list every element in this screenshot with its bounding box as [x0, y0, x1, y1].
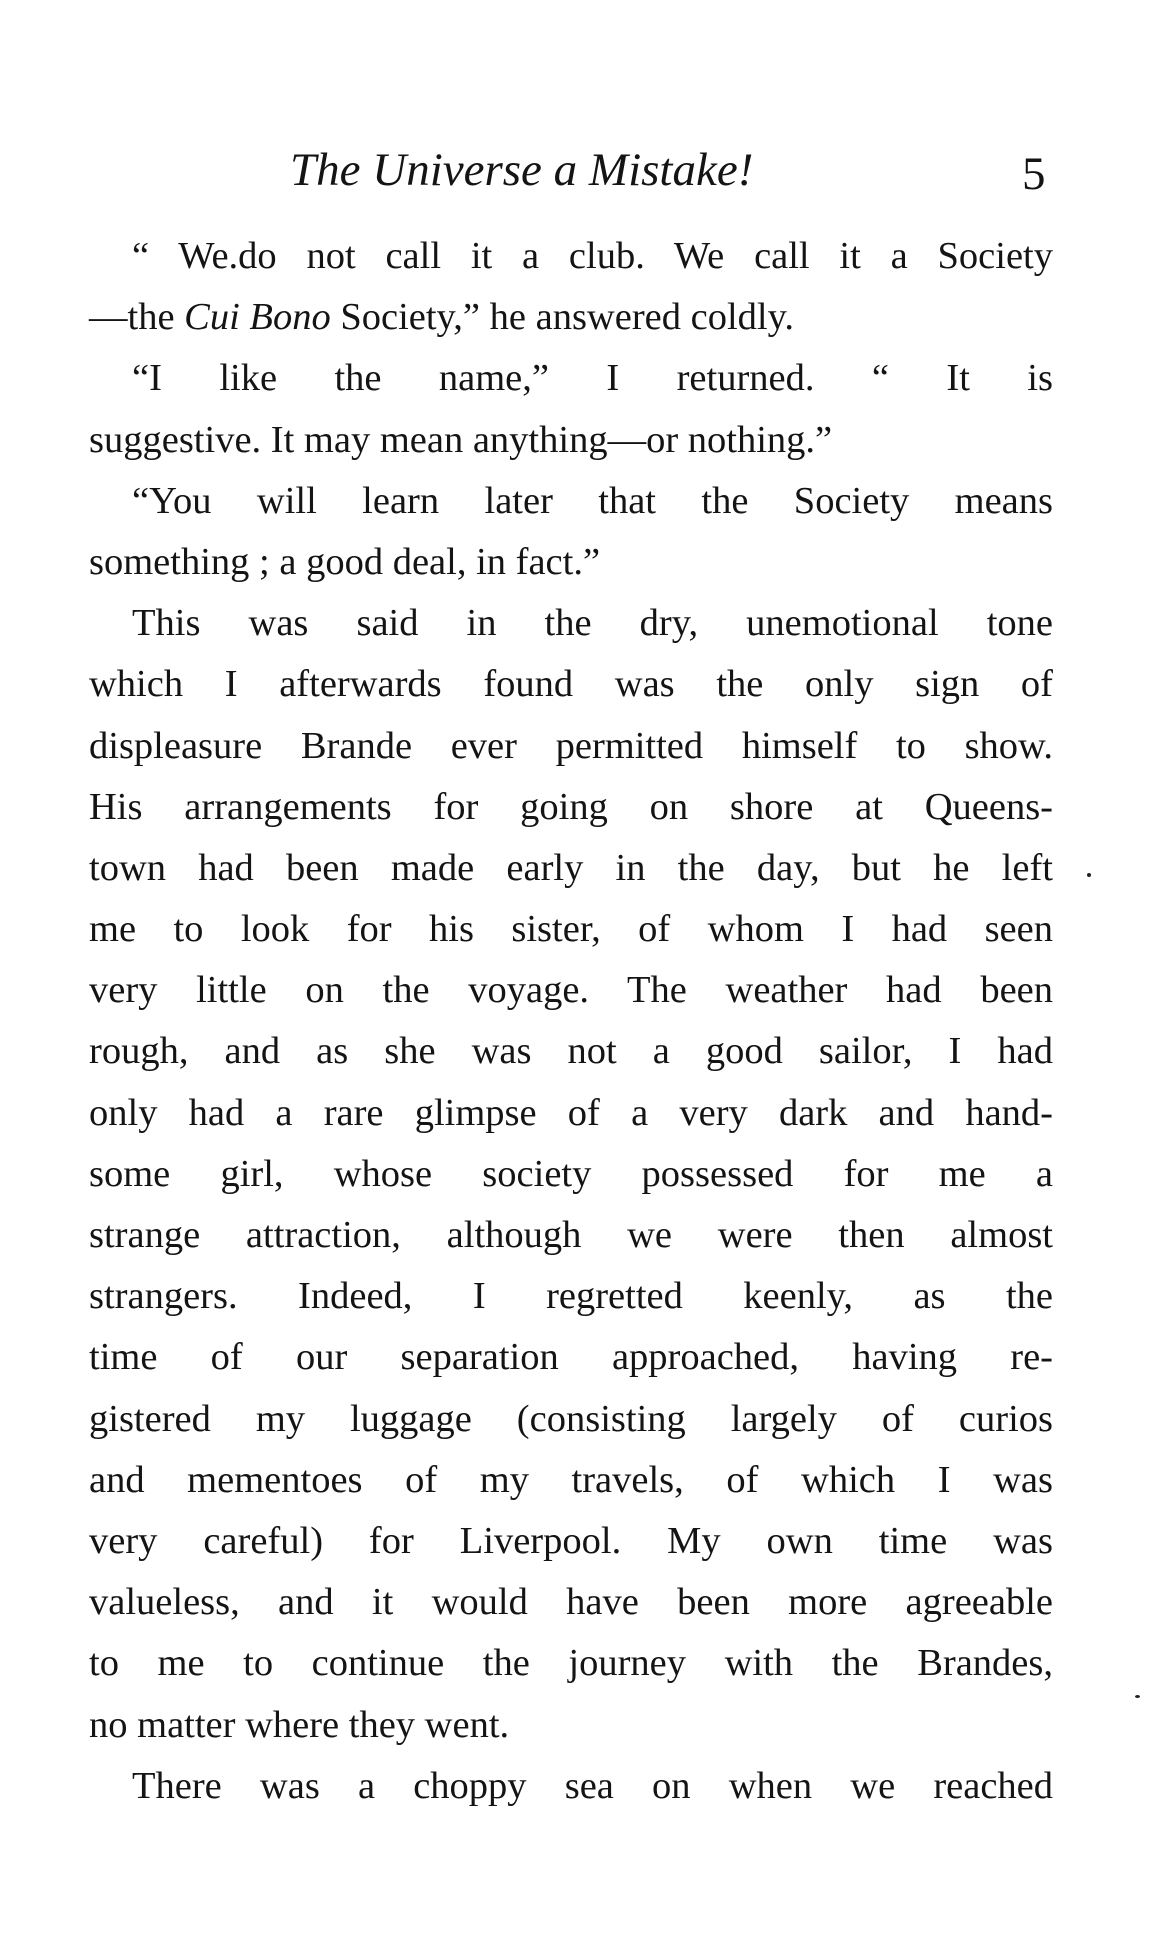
text-line: “You will learn later that the Society means: [132, 479, 1053, 522]
text-line: town had been made early in the day, but he left: [89, 846, 1053, 889]
text-line: displeasure Brande ever permitted himself to show.: [89, 724, 1053, 767]
scan-speck: [1135, 1695, 1140, 1698]
text-line: “ We.do not call it a club. We call it a Society: [132, 235, 1053, 277]
text-line: rough, and as she was not a good sailor, I had: [89, 1030, 1053, 1073]
text-line: There was a choppy sea on when we reached: [132, 1764, 1053, 1807]
scan-speck: [1087, 873, 1091, 877]
text-line: time of our separation approached, having re-: [89, 1336, 1053, 1379]
text-line: no matter where they went.: [89, 1703, 510, 1746]
text-line: only had a rare glimpse of a very dark and hand-: [89, 1091, 1053, 1134]
text-line: strangers. Indeed, I regretted keenly, as the: [89, 1275, 1053, 1318]
italic-society-name: Cui Bono: [184, 296, 331, 339]
text-line: suggestive. It may mean anything—or nothing.”: [89, 418, 833, 461]
text-line: to me to continue the journey with the Brandes,: [89, 1642, 1053, 1685]
text-line: some girl, whose society possessed for me a: [89, 1152, 1053, 1195]
text-line: me to look for his sister, of whom I had seen: [89, 908, 1053, 951]
text-line: His arrangements for going on shore at Queens-: [89, 785, 1053, 828]
text-line: gistered my luggage (consisting largely of curios: [89, 1397, 1053, 1440]
page-number: 5: [1022, 148, 1046, 200]
running-title: The Universe a Mistake!: [290, 144, 754, 196]
text-line: This was said in the dry, unemotional tone: [132, 602, 1053, 645]
text-line: very careful) for Liverpool. My own time was: [89, 1519, 1053, 1562]
text-line: something ; a good deal, in fact.”: [89, 540, 601, 583]
text-line: valueless, and it would have been more agreeable: [89, 1581, 1053, 1624]
text-line: —the Cui Bono Society,” he answered coldly.: [89, 296, 794, 339]
text-line: very little on the voyage. The weather had been: [89, 969, 1053, 1012]
text-line: strange attraction, although we were then almost: [89, 1214, 1053, 1256]
text-line: which I afterwards found was the only sign of: [89, 663, 1053, 706]
page-header: [0, 140, 1173, 200]
body-text: [89, 226, 1053, 1817]
text-line: “I like the name,” I returned. “ It is: [132, 357, 1053, 400]
text-line: and mementoes of my travels, of which I was: [89, 1458, 1053, 1501]
